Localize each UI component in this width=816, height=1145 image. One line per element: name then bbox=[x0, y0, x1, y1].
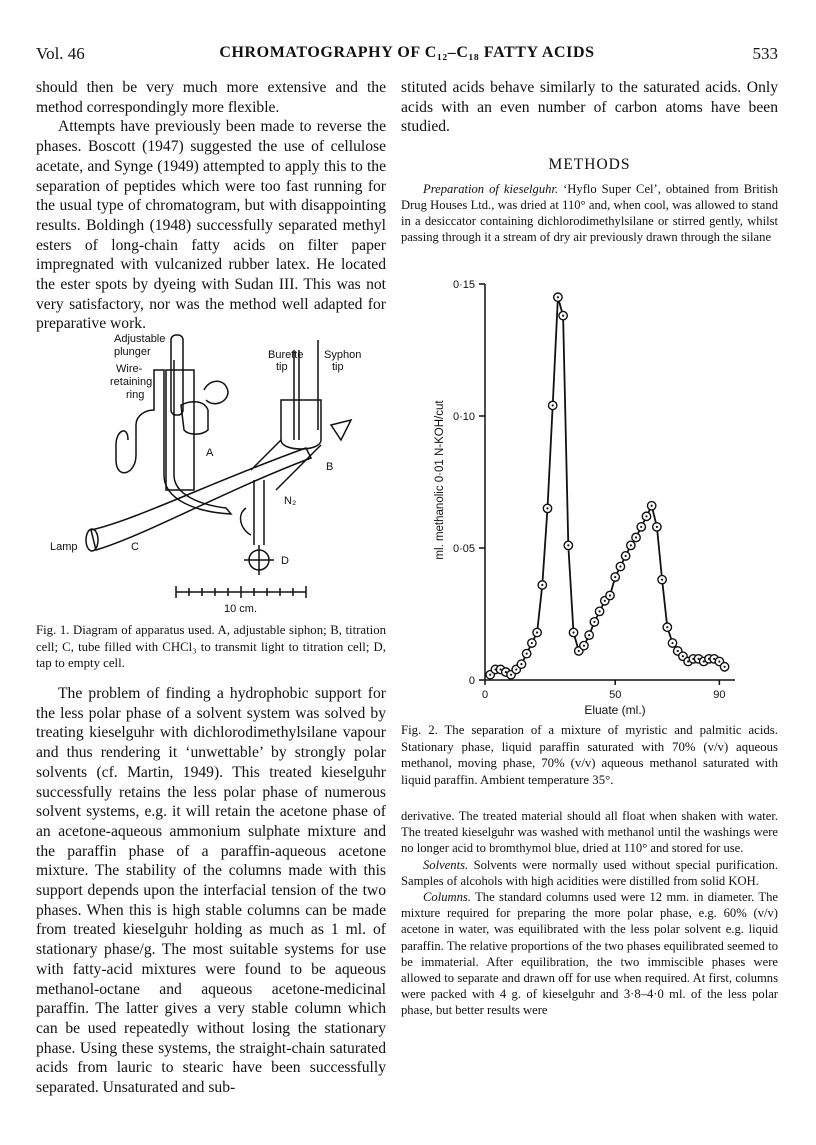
plunger bbox=[171, 335, 183, 415]
columns-subheading: Columns. bbox=[423, 890, 471, 905]
label-burette-tip: tip bbox=[276, 361, 288, 373]
label-retaining: retaining bbox=[110, 376, 153, 388]
data-point bbox=[538, 581, 546, 589]
figure-1-caption: Fig. 1. Diagram of apparatus used. A, adjustable siphon; B, titration cell; C, tube filled with CHCl₃ to transmit light to titration cell; D, tap to empty cell. bbox=[36, 623, 386, 670]
label-burette: Burette bbox=[268, 349, 304, 361]
data-point bbox=[522, 649, 530, 657]
data-point bbox=[616, 562, 624, 570]
label-c: C bbox=[131, 541, 139, 553]
data-point bbox=[564, 541, 572, 549]
data-point bbox=[559, 311, 567, 319]
right-paragraph-2 bbox=[401, 181, 778, 246]
label-ring: ring bbox=[126, 389, 145, 401]
methods-heading: METHODS bbox=[548, 156, 631, 174]
data-point bbox=[668, 639, 676, 647]
right-column-top bbox=[401, 78, 778, 246]
data-point bbox=[632, 533, 640, 541]
solvents-text: Solvents were normally used without special purification. Samples of alcohols with high acidities were distilled from solid KOH. bbox=[401, 857, 778, 888]
y-tick-label: 0·15 bbox=[452, 279, 475, 291]
left-paragraph-3: The problem of finding a hydrophobic support for the less polar phase of a solvent system was solved by treating kieselguhr with dichlorodimethylsilane vapour and thus rendering it ‘unwettable’ by strongly polar solvents (cf. Martin, 1949). This treated kieselguhr successfully retains the less polar phase of numerous solvent systems, e.g. it will retain the acetone phase of an acetone-aqueous ammonium sulphate mixture and the paraffin phase of a paraffin-aqueous acetone mixture. The stability of the columns made with this support depends upon the interfacial tension of the two phases. When this is high stable columns can be made from treated kieselguhr holding as much as 1 ml. of stationary phase/g. The most suitable systems for use with fatty-acid mixtures were found to be aqueous methanol-octane and aqueous acetone-medicinal paraffin. The latter gives a very stable column which can be used repeatedly without losing the stationary phase. Using these systems, the straight-chain saturated acids from lauric to stearic have been successfully separated. Unsaturated and sub- bbox=[36, 685, 386, 1097]
y-tick-label: 0 bbox=[468, 675, 475, 687]
figure-2-chart bbox=[425, 278, 755, 718]
data-point bbox=[533, 628, 541, 636]
kieselguhr-subheading: Preparation of kieselguhr. bbox=[423, 181, 559, 196]
data-point bbox=[663, 623, 671, 631]
running-title: CHROMATOGRAPHY OF C₁₂–C₁₈ FATTY ACIDS bbox=[219, 44, 595, 61]
running-header bbox=[36, 44, 778, 70]
right-column-bottom bbox=[401, 808, 778, 1019]
data-point bbox=[528, 639, 536, 647]
figure-2-caption: Fig. 2. The separation of a mixture of myristic and palmitic acids. Stationary phase, liquid paraffin saturated with 70% (v/v) aqueous methanol, moving phase, 70% (v/v) aqueous methanol saturated with liquid paraffin. Ambient temperature 35°. bbox=[401, 723, 778, 787]
right-paragraph-5 bbox=[401, 889, 778, 1019]
y-tick-label: 0·10 bbox=[452, 411, 475, 423]
left-column-bottom bbox=[36, 684, 386, 1098]
page-number: 533 bbox=[752, 44, 778, 63]
kieselguhr-text: ‘Hyflo Super Cel’, obtained from British Drug Houses Ltd., was dried at 110° and, when cool, was allowed to stand in a desiccator containing dichlorodimethylsilane or stirred gently, whilst passing through it a stream of dry air previously drawn through the silane bbox=[401, 181, 779, 245]
left-paragraph-1: should then be very much more extensive and the method correspondingly more flexible. bbox=[36, 79, 386, 116]
data-point bbox=[549, 401, 557, 409]
data-point bbox=[580, 641, 588, 649]
data-point bbox=[653, 523, 661, 531]
right-paragraph-1: stituted acids behave similarly to the saturated acids. Only acids with an even number of carbon atoms have been studied. bbox=[401, 79, 778, 136]
label-a: A bbox=[206, 447, 214, 459]
right-paragraph-4 bbox=[401, 857, 778, 889]
label-plunger: plunger bbox=[114, 346, 151, 358]
x-tick-label: 90 bbox=[713, 689, 726, 701]
label-wire: Wire- bbox=[116, 363, 143, 375]
data-point bbox=[595, 607, 603, 615]
data-point bbox=[642, 512, 650, 520]
x-tick-label: 50 bbox=[609, 689, 622, 701]
data-point bbox=[585, 631, 593, 639]
x-tick-label: 0 bbox=[481, 689, 489, 701]
left-paragraph-2: Attempts have previously been made to reverse the phases. Boscott (1947) suggested the use of cellulose acetate, and Synge (1949) attempted to apply this to the separation of peptides which were too fast running for the usual type of chromatogram, but with disappointing results. Boldingh (1948) successfully separated methyl esters of long-chain fatty acids on filter paper impregnated with vulcanized rubber latex. He located the ester spots by dyeing with Sudan III. This was not very satisfactory, nor was the method well adapted for preparative work. bbox=[36, 118, 386, 333]
data-point bbox=[554, 293, 562, 301]
label-adjustable: Adjustable bbox=[114, 333, 166, 345]
data-point bbox=[517, 660, 525, 668]
titration-cell-b bbox=[281, 400, 321, 449]
data-point bbox=[590, 618, 598, 626]
label-d: D bbox=[281, 555, 289, 567]
volume-label: Vol. 46 bbox=[36, 44, 85, 63]
data-point bbox=[637, 523, 645, 531]
observer-symbol bbox=[331, 420, 351, 440]
siphon-cylinder bbox=[166, 370, 194, 490]
label-b: B bbox=[326, 461, 334, 473]
left-column-top bbox=[36, 78, 386, 334]
data-point bbox=[611, 573, 619, 581]
y-tick-label: 0·05 bbox=[452, 543, 475, 555]
label-syphon-tip: tip bbox=[332, 361, 344, 373]
label-syphon: Syphon bbox=[324, 349, 362, 361]
data-point bbox=[658, 575, 666, 583]
elution-curve bbox=[490, 297, 724, 675]
data-point bbox=[647, 502, 655, 510]
x-axis-label: Eluate (ml.) bbox=[584, 703, 646, 717]
lamp-tube-c bbox=[91, 448, 311, 550]
y-axis-label: ml. methanolic 0·01 N-KOH/cut bbox=[434, 400, 446, 560]
data-point bbox=[720, 663, 728, 671]
label-lamp: Lamp bbox=[50, 541, 78, 553]
data-point bbox=[569, 628, 577, 636]
right-paragraph-3: derivative. The treated material should all float when shaken with water. The treated kieselguhr was washed with methanol until the washings were no longer acid to bromthymol blue, dried at 110° and stored for use. bbox=[401, 809, 778, 856]
data-point bbox=[606, 591, 614, 599]
data-point bbox=[543, 504, 551, 512]
label-scale: 10 cm. bbox=[224, 603, 258, 615]
figure-1-apparatus-diagram bbox=[36, 330, 386, 620]
data-point bbox=[627, 541, 635, 549]
columns-text: The standard columns used were 12 mm. in diameter. The mixture required for preparing the more polar phase, e.g. 60% (v/v) acetone in water, was equilibrated with the less polar solvent e.g. liquid paraffin. The relative proportions of the two phases equilibrated seemed to be immaterial. After equilibration, the two immiscible phases were allowed to separate and drawn off for use when required. At first, columns were packed with 4 g. of kieselguhr and 3·8–4·0 ml. of the less polar phase, but better results were bbox=[401, 890, 778, 1018]
solvents-subheading: Solvents. bbox=[423, 857, 469, 872]
label-n2: N₂ bbox=[284, 495, 297, 507]
data-point bbox=[621, 552, 629, 560]
